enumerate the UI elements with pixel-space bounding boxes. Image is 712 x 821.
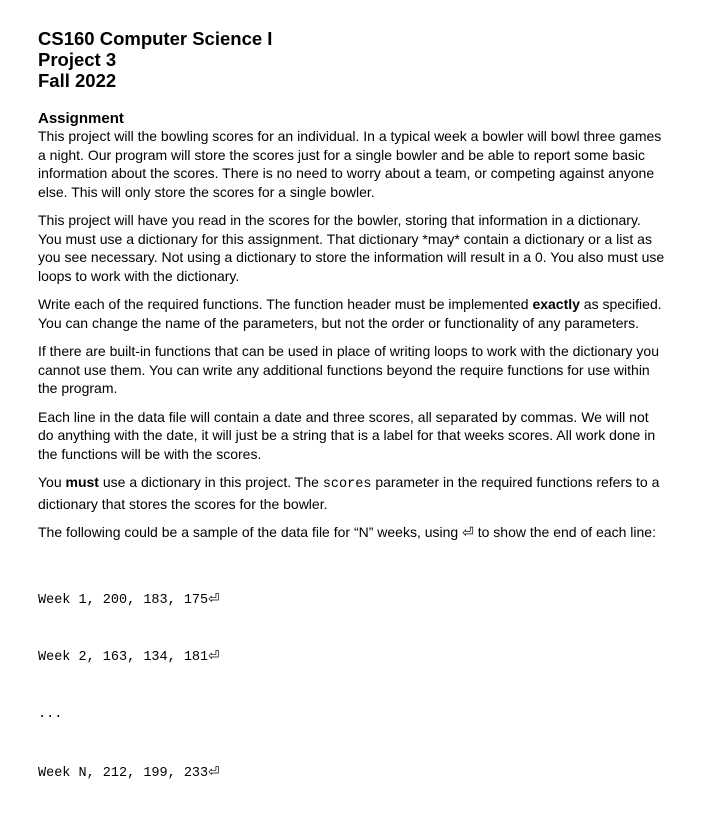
course-title: CS160 Computer Science I — [38, 28, 273, 49]
paragraph-data-file: Each line in the data file will contain a date and three scores, all separated by commas. We will not do anything with the date, it will just be a string that is a label for that weeks scores. All work done in the functions will be with the scores. — [38, 408, 656, 462]
text-segment: You — [38, 474, 66, 490]
code-sample — [38, 553, 668, 821]
section-heading: Assignment — [38, 110, 124, 127]
paragraph-builtins: If there are built-in functions that can be used in place of writing loops to work with the dictionary you cannot use them. You can write any additional functions beyond the require functions for use within the program. — [38, 343, 660, 396]
code-ellipsis: ... — [38, 706, 63, 722]
inline-code-scores: scores — [322, 477, 372, 492]
document-page — [38, 28, 668, 821]
project-title: Project 3 — [38, 49, 117, 70]
paragraph-functions — [38, 295, 668, 332]
text-segment: parameter in the required functions refers to a dictionary that stores the scores for the bowler. — [38, 474, 660, 512]
code-line: Week N, 212, 199, 233⏎ — [38, 765, 220, 781]
paragraph-sample-intro: The following could be a sample of the data file for “N” weeks, using ⏎ to show the end of each line: — [38, 524, 656, 540]
paragraph-intro: This project will the bowling scores for an individual. In a typical week a bowler will bowl three games a night. Our program will store the scores just for a single bowler and be able to report some basic information about the scores. There is no need to worry about a team, or competing against anyone else. This will only store the scores for a single bowler. — [38, 128, 662, 200]
text-segment: use a dictionary in this project. The — [98, 474, 323, 490]
emphasis-exactly: exactly — [532, 296, 580, 312]
emphasis-must: must — [65, 474, 99, 490]
term-title: Fall 2022 — [38, 70, 117, 91]
text-segment: as specified. You can change the name of the parameters, but not the order or functionality of any parameters. — [38, 296, 662, 331]
paragraph-dictionary: This project will have you read in the scores for the bowler, storing that information in a dictionary. You must use a dictionary for this assignment. That dictionary *may* contain a dictionary or a list as you see necessary. Not using a dictionary to store the information will result in a 0. You also must use loops to work with the dictionary. — [38, 212, 665, 284]
paragraph-must-use — [38, 473, 668, 513]
code-line: Week 2, 163, 134, 181⏎ — [38, 649, 220, 665]
text-segment: Write each of the required functions. The function header must be implemented — [38, 296, 533, 312]
code-line: Week 1, 200, 183, 175⏎ — [38, 592, 220, 608]
